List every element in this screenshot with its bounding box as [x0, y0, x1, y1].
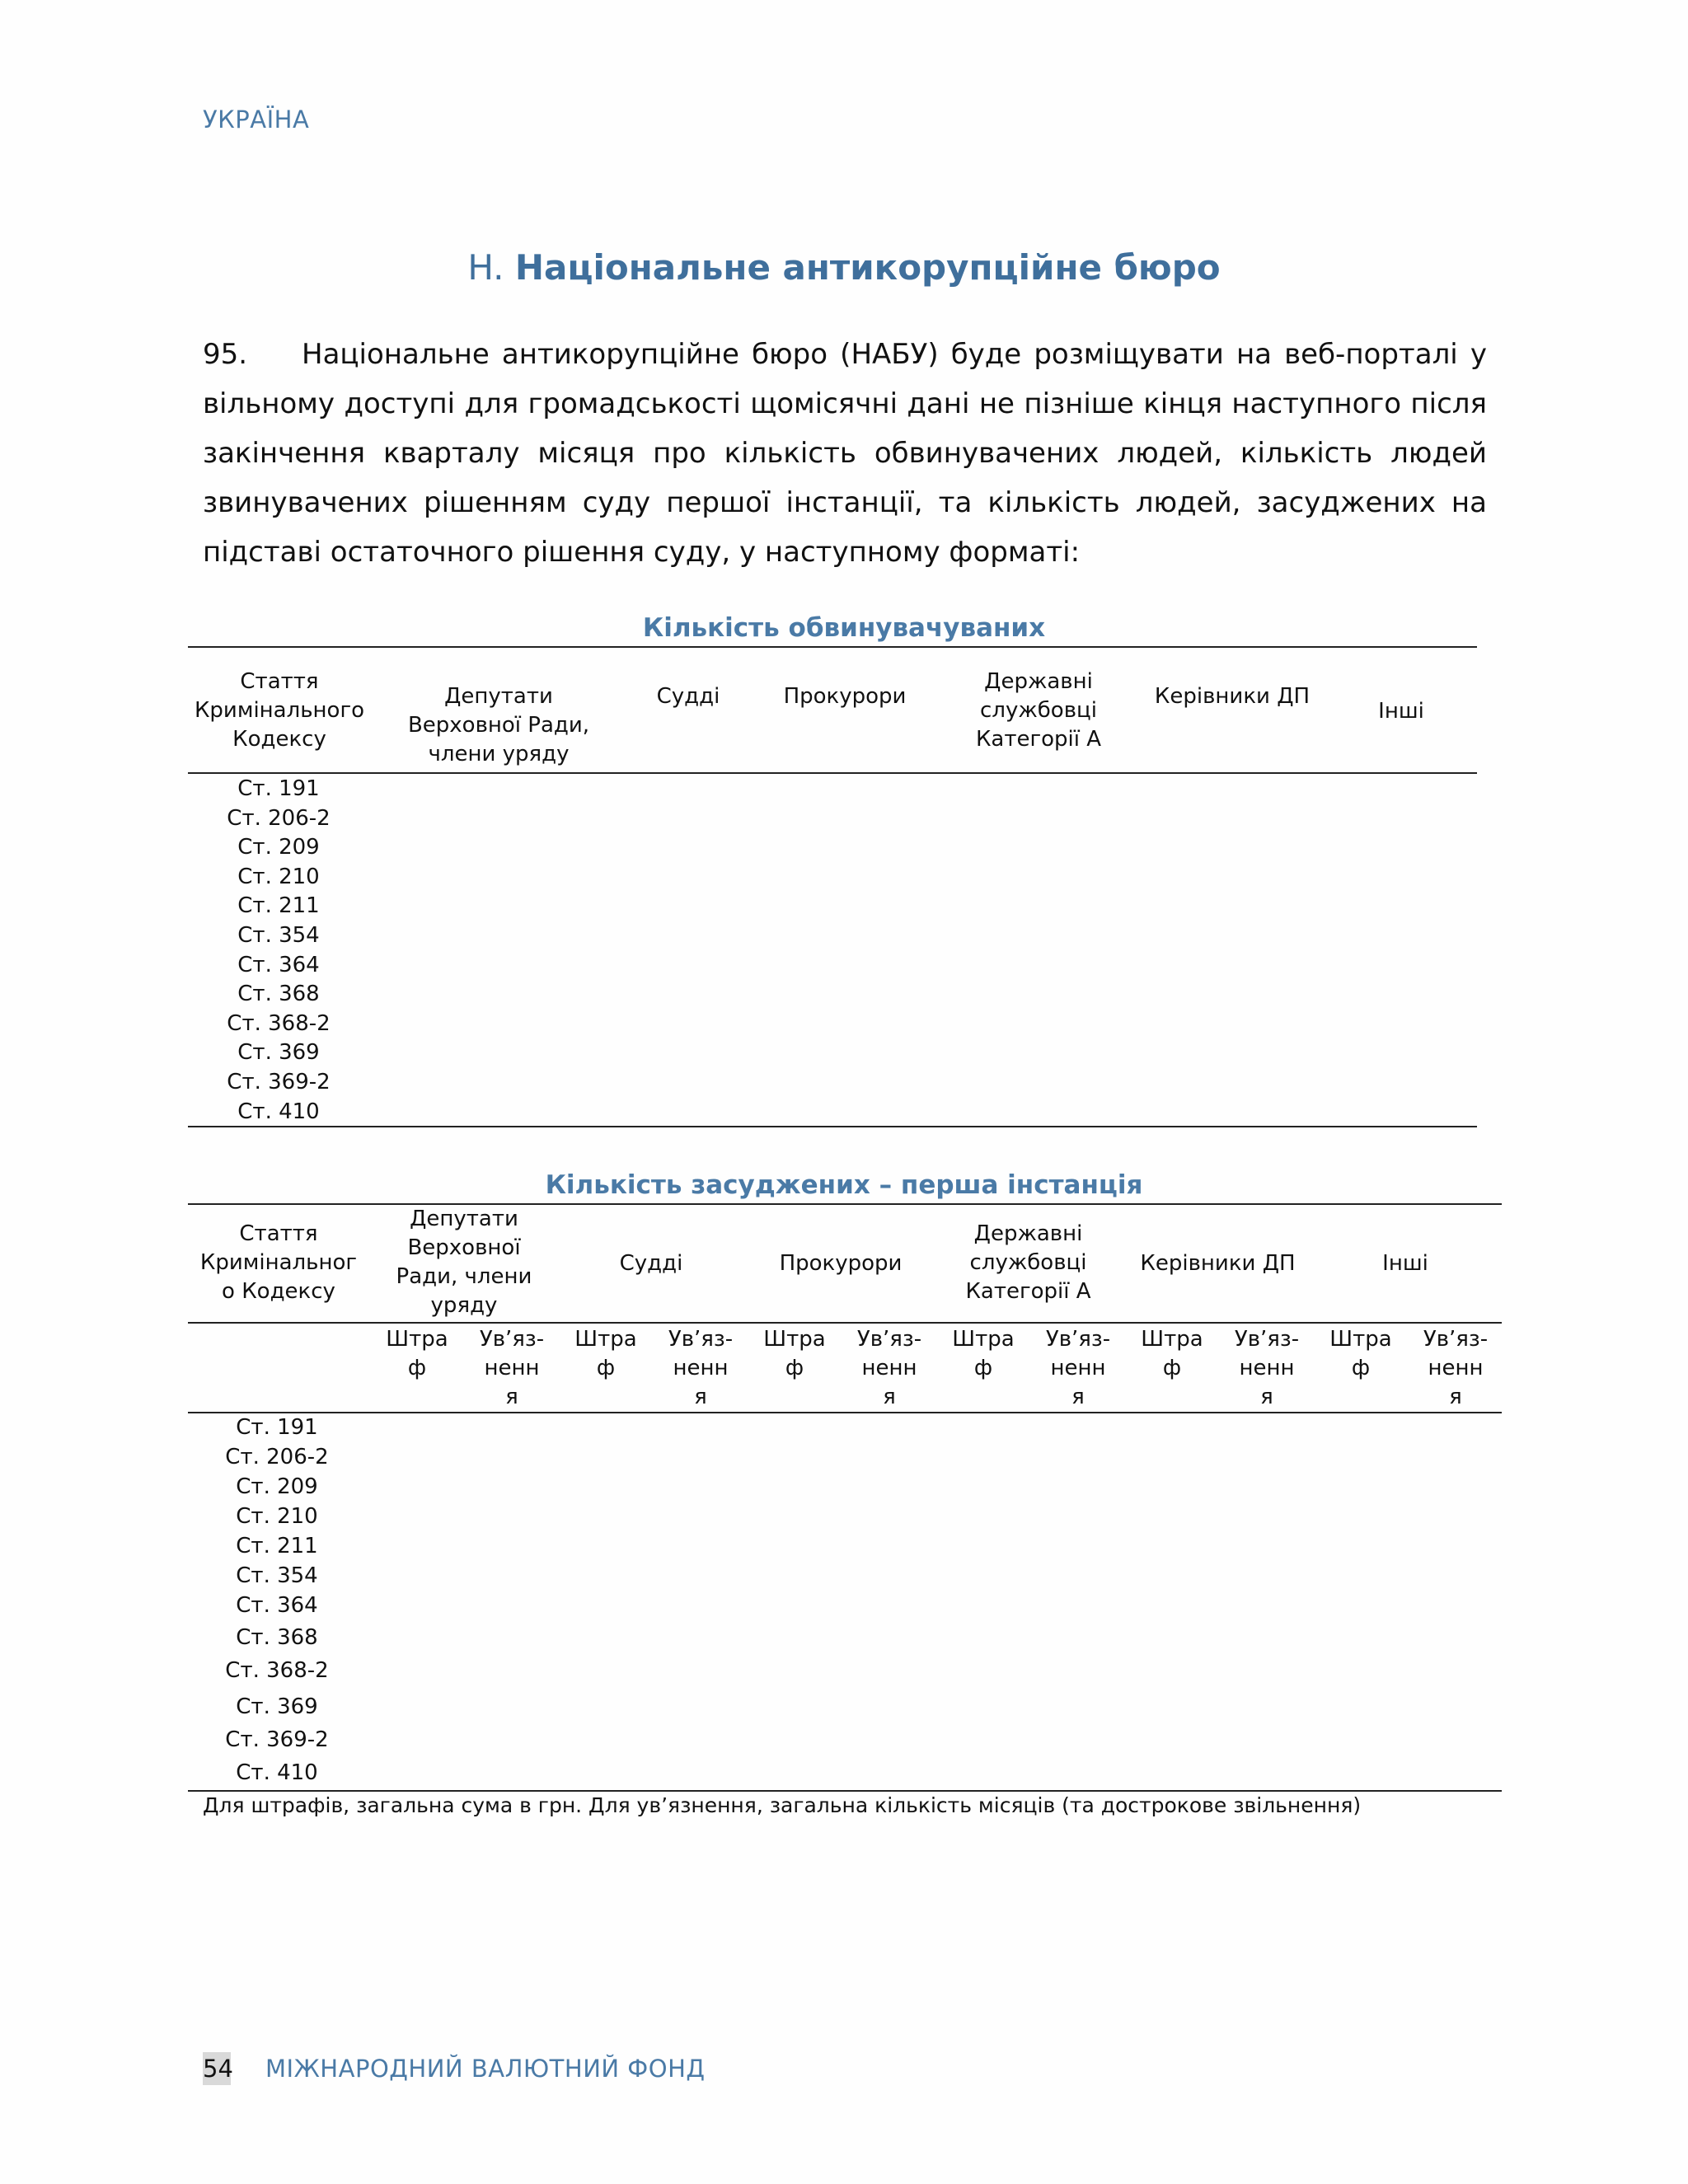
- table-row: Ст. 368: [237, 982, 320, 1007]
- subheader-prison: Ув’яз- ненн я: [1423, 1327, 1489, 1409]
- table-note: Для штрафів, загальна сума в грн. Для ув’язнення, загальна кількість місяців (та дострокове звільнення): [203, 1793, 1362, 1817]
- table1-bottom-rule: [188, 1126, 1477, 1127]
- table-row: Ст. 369: [236, 1694, 318, 1719]
- running-head: УКРАЇНА: [203, 105, 310, 134]
- table-row: Ст. 211: [236, 1534, 318, 1558]
- subheader-fine: Штра ф: [1329, 1327, 1392, 1380]
- subheader-fine: Штра ф: [386, 1327, 448, 1380]
- table2-header-rule: [188, 1322, 1502, 1324]
- section-letter: H.: [467, 247, 504, 288]
- table-row: Ст. 210: [237, 864, 320, 889]
- table1-title: Кількість обвинувачуваних: [642, 613, 1046, 643]
- table-row: Ст. 206-2: [225, 1445, 329, 1469]
- subheader-prison: Ув’яз- ненн я: [1045, 1327, 1111, 1409]
- table-row: Ст. 354: [236, 1563, 318, 1588]
- table1-header-civil-servants: Державні службовці Категорії А: [975, 669, 1102, 752]
- subheader-fine: Штра ф: [574, 1327, 637, 1380]
- table1-header-soe-heads: Керівники ДП: [1154, 684, 1311, 709]
- section-heading: [0, 247, 1688, 288]
- table1-top-rule: [188, 646, 1477, 648]
- paragraph: [203, 330, 1487, 577]
- table1-header-prosecutors: Прокурори: [783, 684, 907, 709]
- table-row: Ст. 364: [237, 952, 320, 977]
- table-row: Ст. 191: [237, 776, 320, 801]
- table2-header-soe-heads: Керівники ДП: [1140, 1251, 1296, 1276]
- table-row: Ст. 211: [237, 893, 320, 919]
- paragraph-text: Національне антикорупційне бюро (НАБУ) буде розміщувати на веб-порталі у вільному доступі для громадськості щомісячні дані не пізніше кінця наступного після закінчення кварталу місяця про кількість обвинувачених людей, кількість людей звинувачених рішенням суду першої інстанції, та кількість людей, засуджених на підставі остаточного рішення суду, у наступному форматі:: [203, 338, 1487, 569]
- table2-subheader-rule: [188, 1412, 1502, 1413]
- table-row: Ст. 209: [236, 1474, 318, 1499]
- table2-header-article: Стаття Кримінальног о Кодексу: [199, 1221, 358, 1304]
- table-row: Ст. 369: [237, 1040, 320, 1066]
- table1-rows: [188, 775, 371, 1127]
- table-row: Ст. 410: [237, 1099, 320, 1124]
- subheader-prison: Ув’яз- ненн я: [856, 1327, 922, 1409]
- subheader-fine: Штра ф: [952, 1327, 1015, 1380]
- page-number: 54: [203, 2052, 231, 2085]
- subheader-prison: Ув’яз- ненн я: [668, 1327, 734, 1409]
- table2-header-deputies: Депутати Верховної Ради, члени уряду: [396, 1207, 532, 1318]
- table2-header-others: Інші: [1382, 1251, 1428, 1276]
- subheader-prison: Ув’яз- ненн я: [1234, 1327, 1300, 1409]
- table1-header-deputies: Депутати Верховної Ради, члени уряду: [407, 684, 590, 766]
- table-row: Ст. 210: [236, 1504, 318, 1529]
- table-row: Ст. 209: [237, 835, 320, 860]
- subheader-fine: Штра ф: [763, 1327, 826, 1380]
- table2-header-judges: Судді: [619, 1251, 683, 1276]
- table2-header-prosecutors: Прокурори: [779, 1251, 903, 1276]
- table-row: Ст. 369-2: [225, 1727, 329, 1752]
- table-row: Ст. 368-2: [227, 1010, 331, 1036]
- table-row: Ст. 369-2: [227, 1069, 331, 1094]
- table2-header-civil-servants: Державні службовці Категорії А: [965, 1221, 1091, 1304]
- footer-organization: МІЖНАРОДНИЙ ВАЛЮТНИЙ ФОНД: [265, 2055, 706, 2083]
- paragraph-number: 95.: [203, 338, 248, 371]
- subheader-prison: Ув’яз- ненн я: [479, 1327, 545, 1409]
- table1-header-rule: [188, 772, 1477, 774]
- table-row: Ст. 206-2: [227, 805, 331, 831]
- table2-title: Кількість засуджених – перша інстанція: [545, 1170, 1143, 1200]
- table-row: Ст. 368: [236, 1625, 318, 1650]
- table-row: Ст. 191: [236, 1415, 318, 1440]
- table1-header-article: Стаття Кримінального Кодексу: [194, 669, 365, 752]
- table1-header-judges: Судді: [656, 684, 720, 709]
- table-row: Ст. 364: [236, 1593, 318, 1618]
- table-row: Ст. 368-2: [225, 1658, 329, 1683]
- section-title: Національне антикорупційне бюро: [514, 247, 1221, 288]
- table2-bottom-rule: [188, 1790, 1502, 1792]
- table-row: Ст. 354: [237, 922, 320, 948]
- subheader-fine: Штра ф: [1141, 1327, 1203, 1380]
- table-row: Ст. 410: [236, 1760, 318, 1785]
- table1-header-others: Інші: [1378, 699, 1424, 724]
